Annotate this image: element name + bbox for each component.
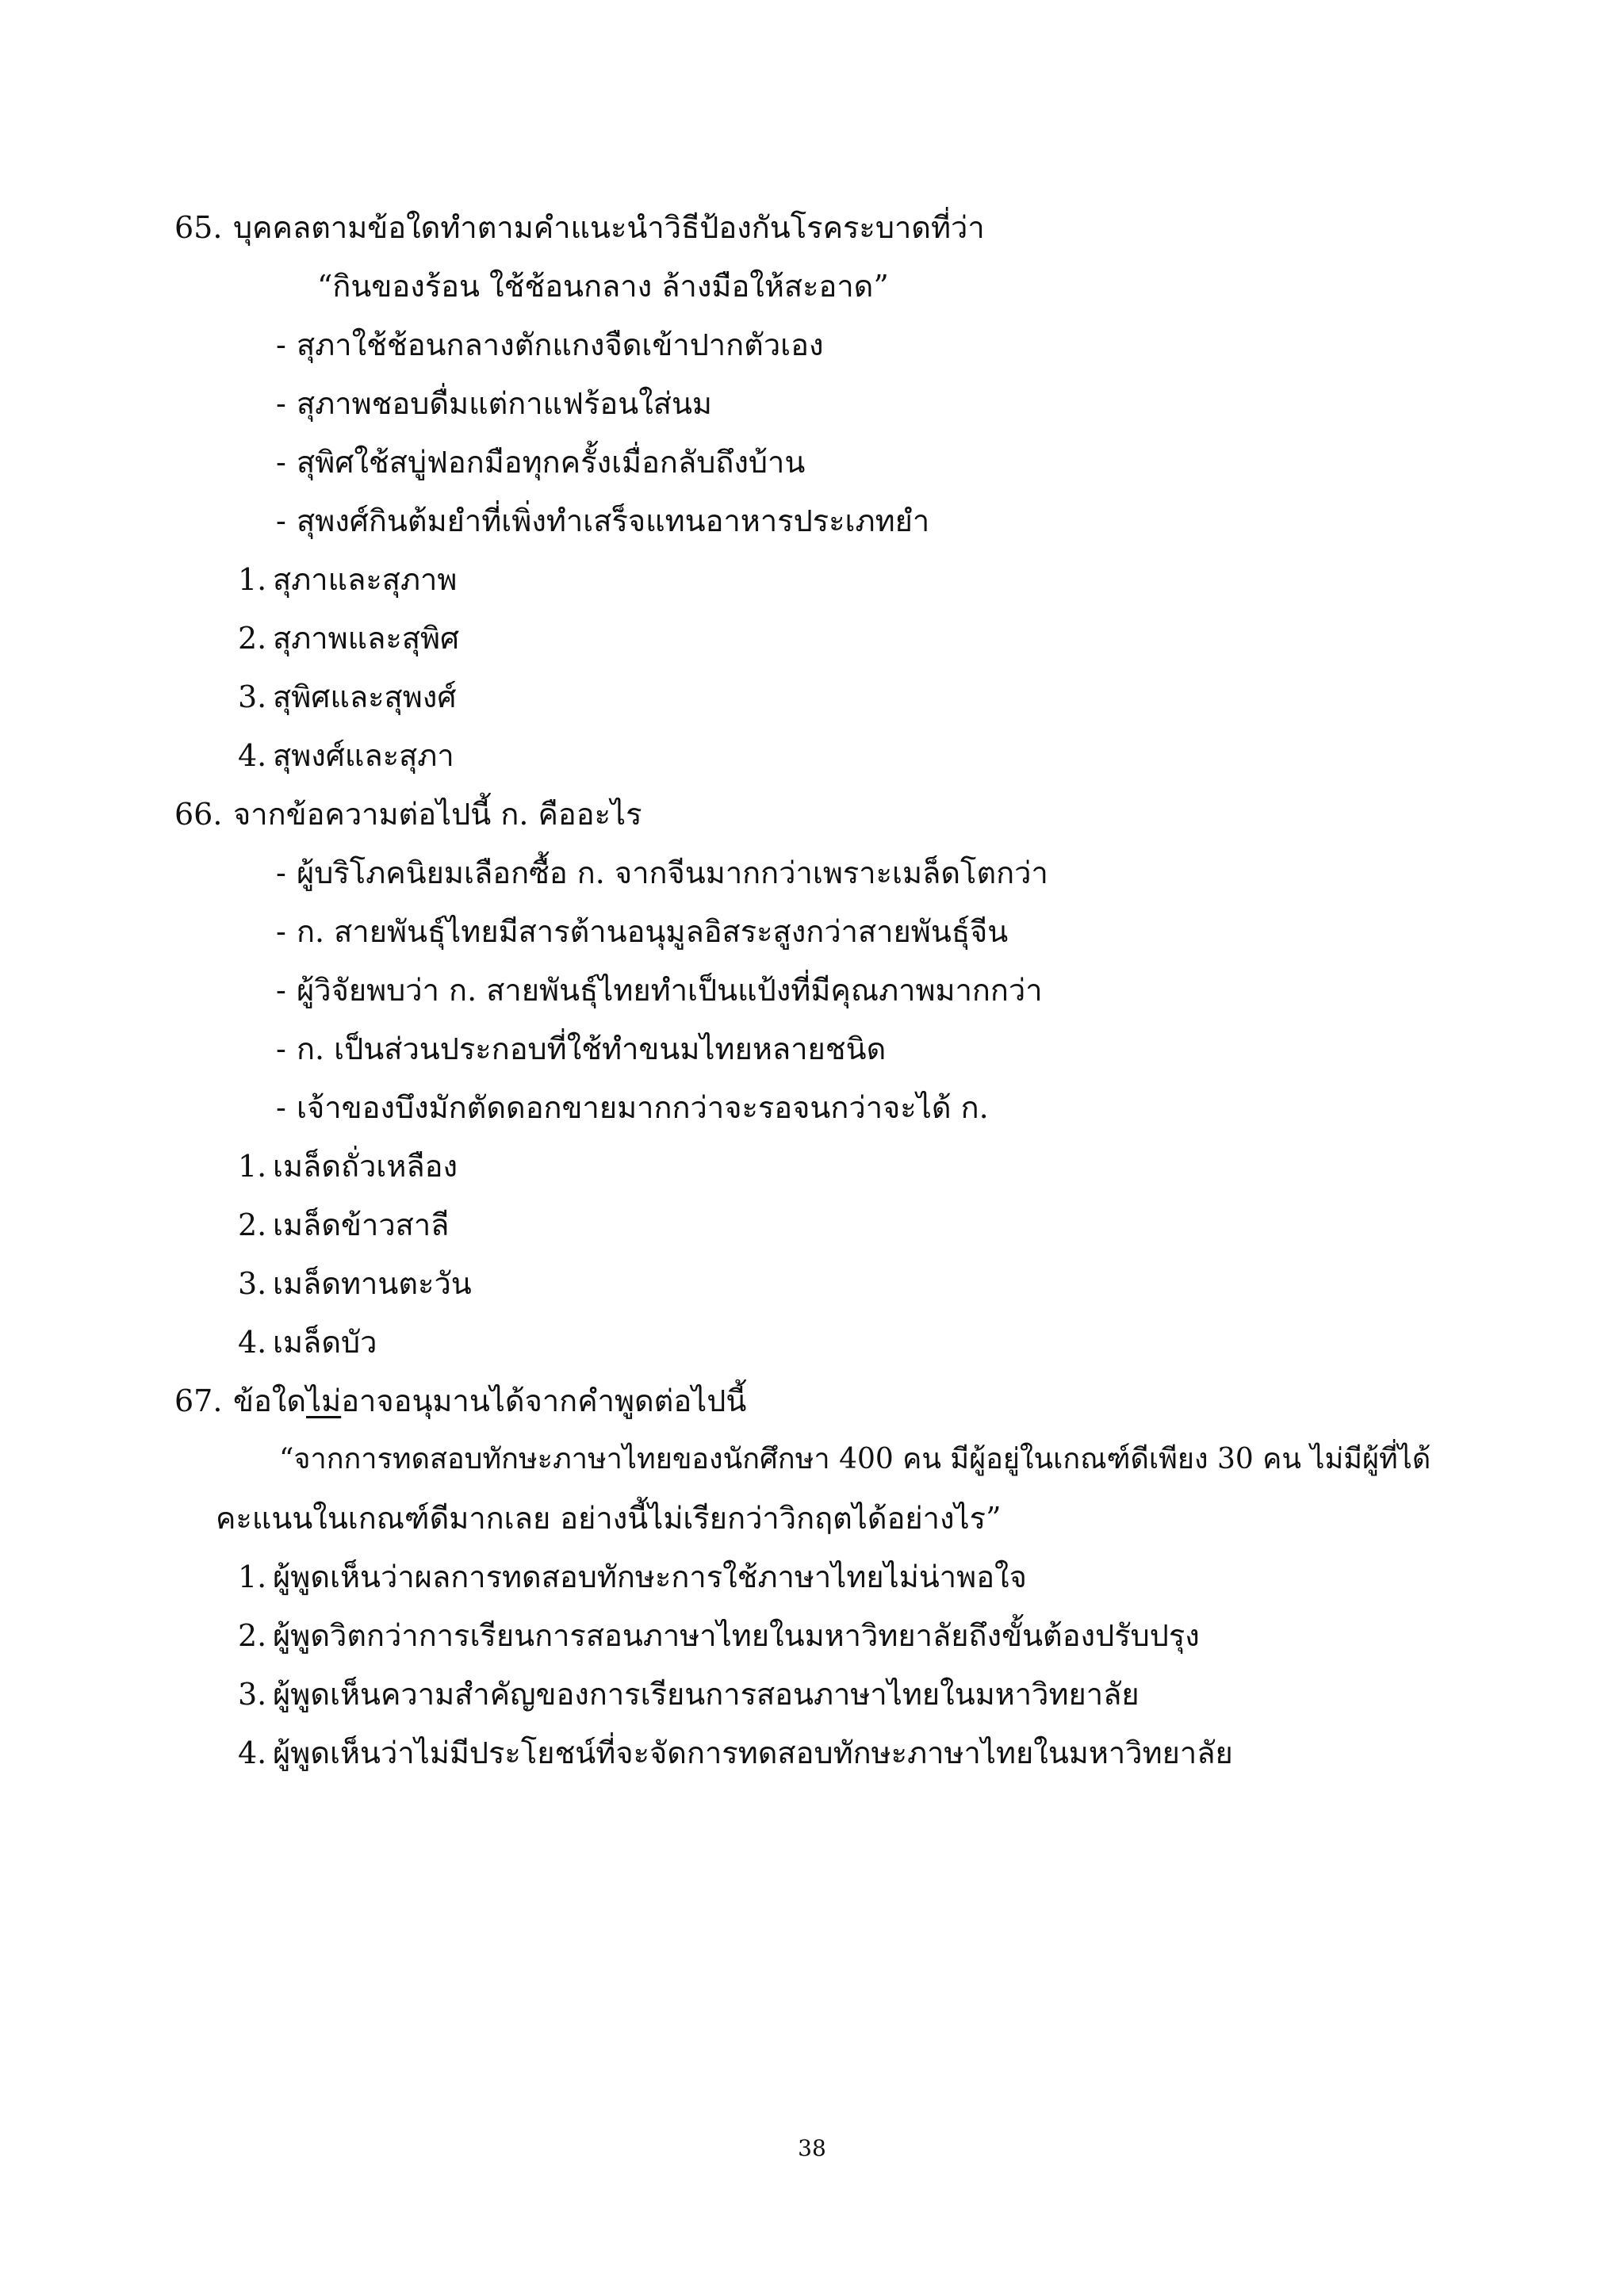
option-number: 1. xyxy=(238,562,267,597)
answer-option xyxy=(238,1205,449,1245)
answer-option xyxy=(238,1733,1233,1773)
option-text: เมล็ดทานตะวัน xyxy=(273,1266,472,1301)
option-text: ผู้พูดเห็นว่าไม่มีประโยชน์ที่จะจัดการทดสอบทักษะภาษาไทยในมหาวิทยาลัย xyxy=(273,1735,1233,1770)
option-number: 2. xyxy=(238,621,267,656)
option-number: 4. xyxy=(238,1735,267,1770)
answer-option xyxy=(238,677,456,717)
bullet-marker: - xyxy=(276,914,286,949)
option-number: 2. xyxy=(238,1618,267,1653)
option-number: 3. xyxy=(238,679,267,714)
bullet-item: - สุภาใช้ช้อนกลางตักแกงจืดเข้าปากตัวเอง xyxy=(276,325,824,365)
answer-option xyxy=(238,560,457,599)
bullet-marker: - xyxy=(276,973,286,1008)
bullet-marker: - xyxy=(276,445,286,480)
bullet-item: - ก. เป็นส่วนประกอบที่ใช้ทำขนมไทยหลายชนิด xyxy=(276,1029,886,1069)
question-quote-line: “จากการทดสอบทักษะภาษาไทยของนักศึกษา 400 คน มีผู้อยู่ในเกณฑ์ดีเพียง 30 คน ไม่มีผู้ที่ได้ xyxy=(279,1443,1431,1475)
bullet-marker: - xyxy=(276,1031,286,1066)
option-text: สุพงศ์และสุภา xyxy=(273,738,454,773)
option-number: 3. xyxy=(238,1266,267,1301)
answer-option xyxy=(238,618,459,658)
option-number: 3. xyxy=(238,1677,267,1712)
option-text: สุพิศและสุพงศ์ xyxy=(273,679,457,714)
question-67: 67. ข้อใดไม่อาจอนุมานได้จากคำพูดต่อไปนี้ xyxy=(174,1381,746,1421)
option-text: ผู้พูดวิตกว่าการเรียนการสอนภาษาไทยในมหาวิทยาลัยถึงขั้นต้องปรับปรุง xyxy=(273,1618,1200,1653)
answer-option xyxy=(238,1616,1200,1655)
question-number: 65. xyxy=(174,210,223,245)
option-text: สุภาและสุภาพ xyxy=(273,562,458,597)
page-number: 38 xyxy=(798,2135,826,2161)
answer-option xyxy=(238,1264,472,1303)
option-number: 4. xyxy=(238,1325,267,1360)
option-text: เมล็ดข้าวสาลี xyxy=(273,1207,450,1242)
bullet-marker: - xyxy=(276,1090,286,1125)
bullet-item: - ก. สายพันธุ์ไทยมีสารต้านอนุมูลอิสระสูงกว่าสายพันธุ์จีน xyxy=(276,912,1008,951)
answer-option xyxy=(238,1146,458,1186)
option-text: สุภาพและสุพิศ xyxy=(273,621,460,656)
option-text: ผู้พูดเห็นว่าผลการทดสอบทักษะการใช้ภาษาไทยไม่น่าพอใจ xyxy=(273,1559,1027,1594)
bullet-item: - สุพงศ์กินต้มยำที่เพิ่งทำเสร็จแทนอาหารประเภทยำ xyxy=(276,501,929,541)
question-quote-line: คะแนนในเกณฑ์ดีมากเลย อย่างนี้ไม่เรียกว่าวิกฤตได้อย่างไร” xyxy=(216,1501,1002,1536)
bullet-item: - เจ้าของบึงมักตัดดอกขายมากกว่าจะรอจนกว่าจะได้ ก. xyxy=(276,1088,989,1127)
bullet-item: - สุภาพชอบดื่มแต่กาแฟร้อนใส่นม xyxy=(276,384,712,423)
underlined-word: ไม่ xyxy=(306,1383,342,1418)
bullet-item: - ผู้บริโภคนิยมเลือกซื้อ ก. จากจีนมากกว่าเพราะเมล็ดโตกว่า xyxy=(276,853,1048,893)
option-number: 4. xyxy=(238,738,267,773)
question-65 xyxy=(174,208,985,247)
bullet-item: - ผู้วิจัยพบว่า ก. สายพันธุ์ไทยทำเป็นแป้งที่มีคุณภาพมากกว่า xyxy=(276,970,1043,1010)
answer-option xyxy=(238,1674,1139,1714)
question-text: จากข้อความต่อไปนี้ ก. คืออะไร xyxy=(233,797,642,832)
option-number: 1. xyxy=(238,1149,267,1184)
option-number: 1. xyxy=(238,1559,267,1594)
answer-option xyxy=(238,1322,377,1362)
option-text: เมล็ดถั่วเหลือง xyxy=(273,1149,458,1184)
question-66 xyxy=(174,794,642,834)
option-text: เมล็ดบัว xyxy=(273,1325,377,1360)
answer-option xyxy=(238,736,454,775)
option-number: 2. xyxy=(238,1207,267,1242)
bullet-marker: - xyxy=(276,855,286,890)
bullet-item: - สุพิศใช้สบู่ฟอกมือทุกครั้งเมื่อกลับถึงบ้าน xyxy=(276,442,805,482)
bullet-marker: - xyxy=(276,503,286,538)
question-number: 67. xyxy=(174,1383,223,1418)
bullet-marker: - xyxy=(276,386,286,421)
option-text: ผู้พูดเห็นความสำคัญของการเรียนการสอนภาษาไทยในมหาวิทยาลัย xyxy=(273,1677,1139,1712)
bullet-marker: - xyxy=(276,327,286,362)
question-number: 66. xyxy=(174,797,223,832)
question-quote: “กินของร้อน ใช้ช้อนกลาง ล้างมือให้สะอาด” xyxy=(317,269,889,304)
answer-option xyxy=(238,1557,1027,1597)
question-text: บุคคลตามข้อใดทำตามคำแนะนำวิธีป้องกันโรคระบาดที่ว่า xyxy=(233,210,985,245)
